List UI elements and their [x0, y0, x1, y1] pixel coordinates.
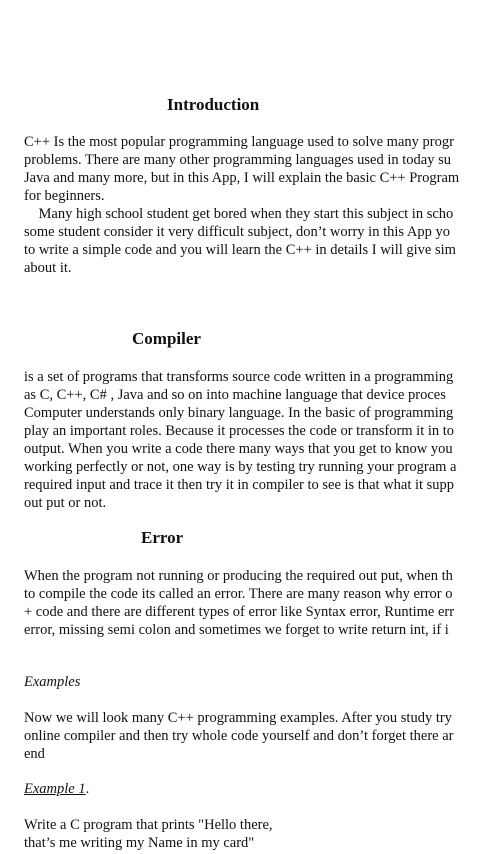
introduction-line: problems. There are many other programming languages used in today su [24, 152, 451, 168]
introduction-line: Java and many more, but in this App, I will explain the basic C++ Program [24, 170, 460, 186]
error-heading: Error [141, 528, 184, 547]
introduction-heading: Introduction [167, 95, 260, 114]
error-line: + code and there are different types of error like Syntax error, Runtime err [24, 604, 455, 620]
examples-line: online compiler and then try whole code yourself and don’t forget there ar [24, 728, 454, 744]
compiler-line: is a set of programs that transforms source code written in a programming [24, 369, 454, 385]
examples-line: end [24, 746, 45, 762]
examples-heading: Examples [24, 674, 81, 690]
introduction-line: for beginners. [24, 188, 105, 204]
compiler-line: play an important roles. Because it processes the code or transform it in to [24, 423, 455, 439]
introduction-line: about it. [24, 260, 72, 276]
example-1-title: Example 1 [24, 781, 86, 797]
introduction-line: to write a simple code and you will learn the C++ in details I will give sim [24, 242, 456, 258]
error-line: When the program not running or producing the required out put, when th [24, 568, 453, 584]
compiler-line: output. When you write a code there many ways that you get to know you [24, 441, 453, 457]
introduction-line: Many high school student get bored when they start this subject in scho [24, 206, 454, 222]
compiler-line: as C, C++, C# , Java and so on into machine language that device proces [24, 387, 446, 403]
compiler-line: working perfectly or not, one way is by testing try running your program a [24, 459, 457, 475]
error-line: to compile the code its called an error. There are many reason why error o [24, 586, 453, 602]
example-1-title-suffix: . [85, 781, 90, 797]
compiler-line: required input and trace it then try it in compiler to see is that what it supp [24, 477, 455, 493]
introduction-line: C++ Is the most popular programming language used to solve many progr [24, 134, 454, 150]
example-1-line: that’s me writing my Name in my card" [24, 835, 255, 851]
compiler-line: Computer understands only binary language. In the basic of programming [24, 405, 454, 421]
introduction-line: some student consider it very difficult subject, don’t worry in this App yo [24, 224, 450, 240]
example-1-heading [24, 780, 89, 798]
example-1-line: Write a C program that prints "Hello there, [24, 817, 273, 833]
examples-line: Now we will look many C++ programming examples. After you study try [24, 710, 452, 726]
error-line: error, missing semi colon and sometimes we forget to write return int, if i [24, 622, 449, 638]
compiler-heading: Compiler [132, 329, 201, 348]
compiler-line: out put or not. [24, 495, 107, 511]
